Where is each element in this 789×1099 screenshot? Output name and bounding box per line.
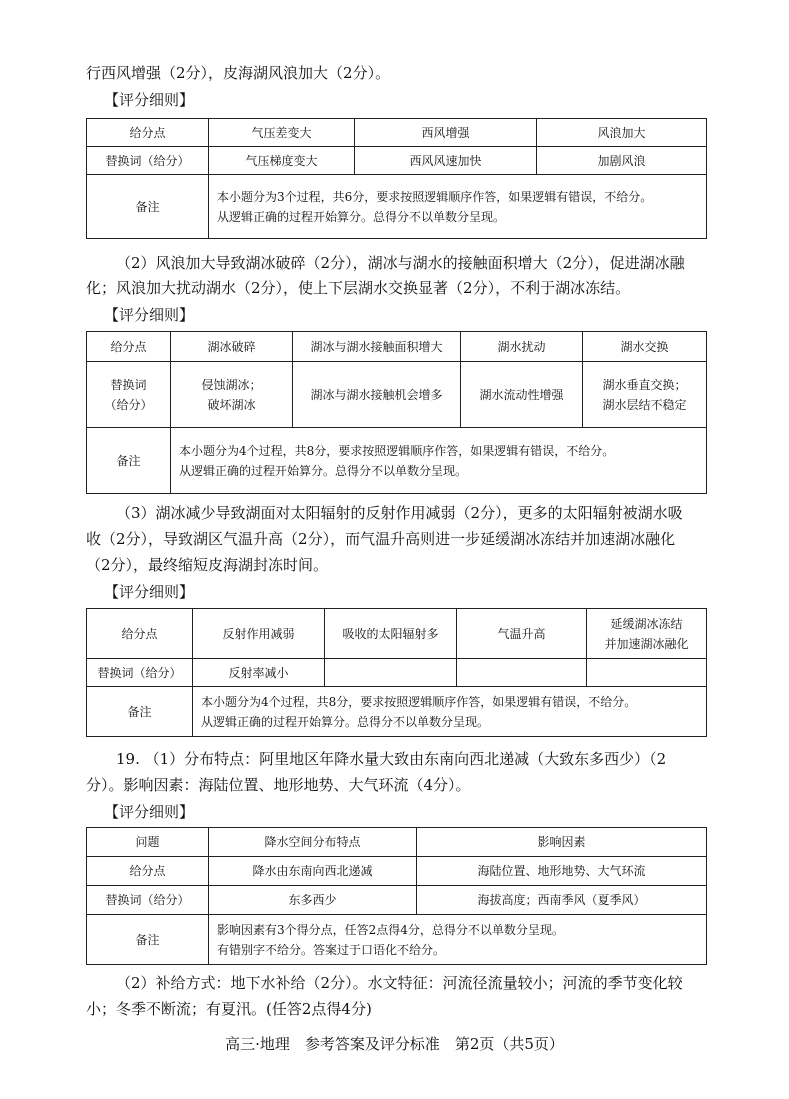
scoring-table-4: [86, 827, 707, 965]
table-cell: [171, 362, 293, 428]
note-line: 有错别字不给分。答案过于口语化不给分。: [217, 942, 446, 957]
table-cell: 降水空间分布特点: [209, 828, 417, 857]
note-line: 影响因素有3个得分点，任答2点得4分，总得分不以单数分呈现。: [217, 922, 564, 937]
table-cell: 替换词（给分）: [87, 659, 193, 687]
table-cell: 替换词（给分）: [87, 147, 209, 175]
table-row: [87, 828, 707, 857]
q3-line-2: 收（2分），导致湖区气温升高（2分），而气温升高则进一步延缓湖冰冻结并加速湖冰融化: [86, 530, 676, 548]
table-row: [87, 886, 707, 915]
cell-line: 并加速湖冰融化: [604, 636, 689, 651]
table-row: [87, 915, 707, 965]
table-cell: 气压梯度变大: [209, 147, 355, 175]
cell-line: 侵蚀湖冰；: [201, 377, 262, 392]
table-row: [87, 175, 707, 239]
table-cell: 吸收的太阳辐射多: [325, 609, 457, 659]
scoring-table-3: [86, 608, 707, 737]
q2-line-2: 化；风浪加大扰动湖水（2分），使上下层湖水交换显著（2分），不利于湖冰冻结。: [86, 279, 631, 297]
note-line: 本小题分为4个过程，共8分，要求按照逻辑顺序作答，如果逻辑有错误，不给分。: [201, 694, 637, 709]
table-cell: [325, 659, 457, 687]
scoring-label-3: 【评分细则】: [104, 583, 195, 601]
q3-line-1: （3）湖冰减少导致湖面对太阳辐射的反射作用减弱（2分），更多的太阳辐射被湖水吸: [116, 504, 683, 522]
table-row: [87, 332, 707, 362]
table-cell: 反射率减小: [193, 659, 325, 687]
table-cell: 加剧风浪: [537, 147, 707, 175]
cell-line: 湖水层结不稳定: [602, 397, 687, 412]
scoring-label-1: 【评分细则】: [104, 91, 195, 109]
table-row: [87, 687, 707, 737]
table-cell: 湖冰与湖水接触机会增多: [293, 362, 461, 428]
cell-line: 延缓湖冰冻结: [610, 616, 683, 631]
table-cell: [87, 362, 171, 428]
note-heading: 备注: [87, 915, 209, 965]
cell-line: （给分）: [104, 397, 153, 412]
scoring-table-2: [86, 331, 707, 494]
cell-line: 替换词: [110, 377, 147, 392]
note-line: 本小题分为4个过程，共8分，要求按照逻辑顺序作答，如果逻辑有错误，不给分。: [179, 443, 615, 458]
table-cell: 东多西少: [209, 886, 417, 915]
q19b-line-2: 小；冬季不断流；有夏汛。(任答2点得4分): [86, 1000, 372, 1018]
table-cell: 给分点: [87, 332, 171, 362]
table-row: [87, 362, 707, 428]
cell-line: 湖水垂直交换；: [602, 377, 687, 392]
note-line: 本小题分为3个过程，共6分，要求按照逻辑顺序作答，如果逻辑有错误，不给分。: [217, 189, 653, 204]
table-row: [87, 609, 707, 659]
table-cell: 给分点: [87, 857, 209, 886]
note-cell: [171, 428, 707, 494]
q19-line-2: 分）。影响因素：海陆位置、地形地势、大气环流（4分）。: [86, 776, 471, 794]
note-line: 从逻辑正确的过程开始算分。总得分不以单数分呈现。: [217, 209, 506, 224]
table-cell: 湖水流动性增强: [461, 362, 583, 428]
q19-line-1: 19. （1）分布特点：阿里地区年降水量大致由东南向西北递减（大致东多西少）（2: [116, 750, 667, 768]
table-cell: 湖水交换: [583, 332, 707, 362]
intro-text: 行西风增强（2分），皮海湖风浪加大（2分）。: [86, 64, 391, 82]
table-cell: 湖水扰动: [461, 332, 583, 362]
note-line: 从逻辑正确的过程开始算分。总得分不以单数分呈现。: [201, 714, 490, 729]
cell-line: 破坏湖冰: [207, 397, 256, 412]
scoring-label-4: 【评分细则】: [104, 803, 195, 821]
note-heading: 备注: [87, 428, 171, 494]
table-cell: 替换词（给分）: [87, 886, 209, 915]
table-cell: 西风风速加快: [355, 147, 537, 175]
note-line: 从逻辑正确的过程开始算分。总得分不以单数分呈现。: [179, 463, 468, 478]
note-cell: [193, 687, 707, 737]
note-heading: 备注: [87, 687, 193, 737]
table-cell: 问题: [87, 828, 209, 857]
table-cell: 降水由东南向西北递减: [209, 857, 417, 886]
table-cell: 湖冰破碎: [171, 332, 293, 362]
note-heading: 备注: [87, 175, 209, 239]
q2-line-1: （2）风浪加大导致湖冰破碎（2分），湖冰与湖水的接触面积增大（2分），促进湖冰融: [116, 254, 685, 272]
table-row: [87, 147, 707, 175]
table-row: [87, 428, 707, 494]
note-cell: [209, 175, 707, 239]
table-cell: [587, 609, 707, 659]
table-cell: 气压差变大: [209, 119, 355, 147]
table-row: [87, 857, 707, 886]
scoring-label-2: 【评分细则】: [104, 306, 195, 324]
table-cell: 湖冰与湖水接触面积增大: [293, 332, 461, 362]
table-cell: 气温升高: [457, 609, 587, 659]
q3-line-3: （2分），最终缩短皮海湖封冻时间。: [86, 556, 329, 574]
table-cell: 给分点: [87, 119, 209, 147]
table-cell: 西风增强: [355, 119, 537, 147]
table-cell: 影响因素: [417, 828, 707, 857]
table-cell: [583, 362, 707, 428]
table-cell: [457, 659, 587, 687]
table-cell: 海陆位置、地形地势、大气环流: [417, 857, 707, 886]
page-footer: 高三·地理 参考答案及评分标准 第2页（共5页）: [225, 1035, 564, 1053]
table-cell: 给分点: [87, 609, 193, 659]
table-row: [87, 659, 707, 687]
table-cell: 海拔高度；西南季风（夏季风）: [417, 886, 707, 915]
q19b-line-1: （2）补给方式：地下水补给（2分）。水文特征：河流径流量较小；河流的季节变化较: [116, 974, 683, 992]
scoring-table-1: [86, 118, 707, 239]
table-cell: 反射作用减弱: [193, 609, 325, 659]
table-cell: [587, 659, 707, 687]
table-row: [87, 119, 707, 147]
note-cell: [209, 915, 707, 965]
table-cell: 风浪加大: [537, 119, 707, 147]
